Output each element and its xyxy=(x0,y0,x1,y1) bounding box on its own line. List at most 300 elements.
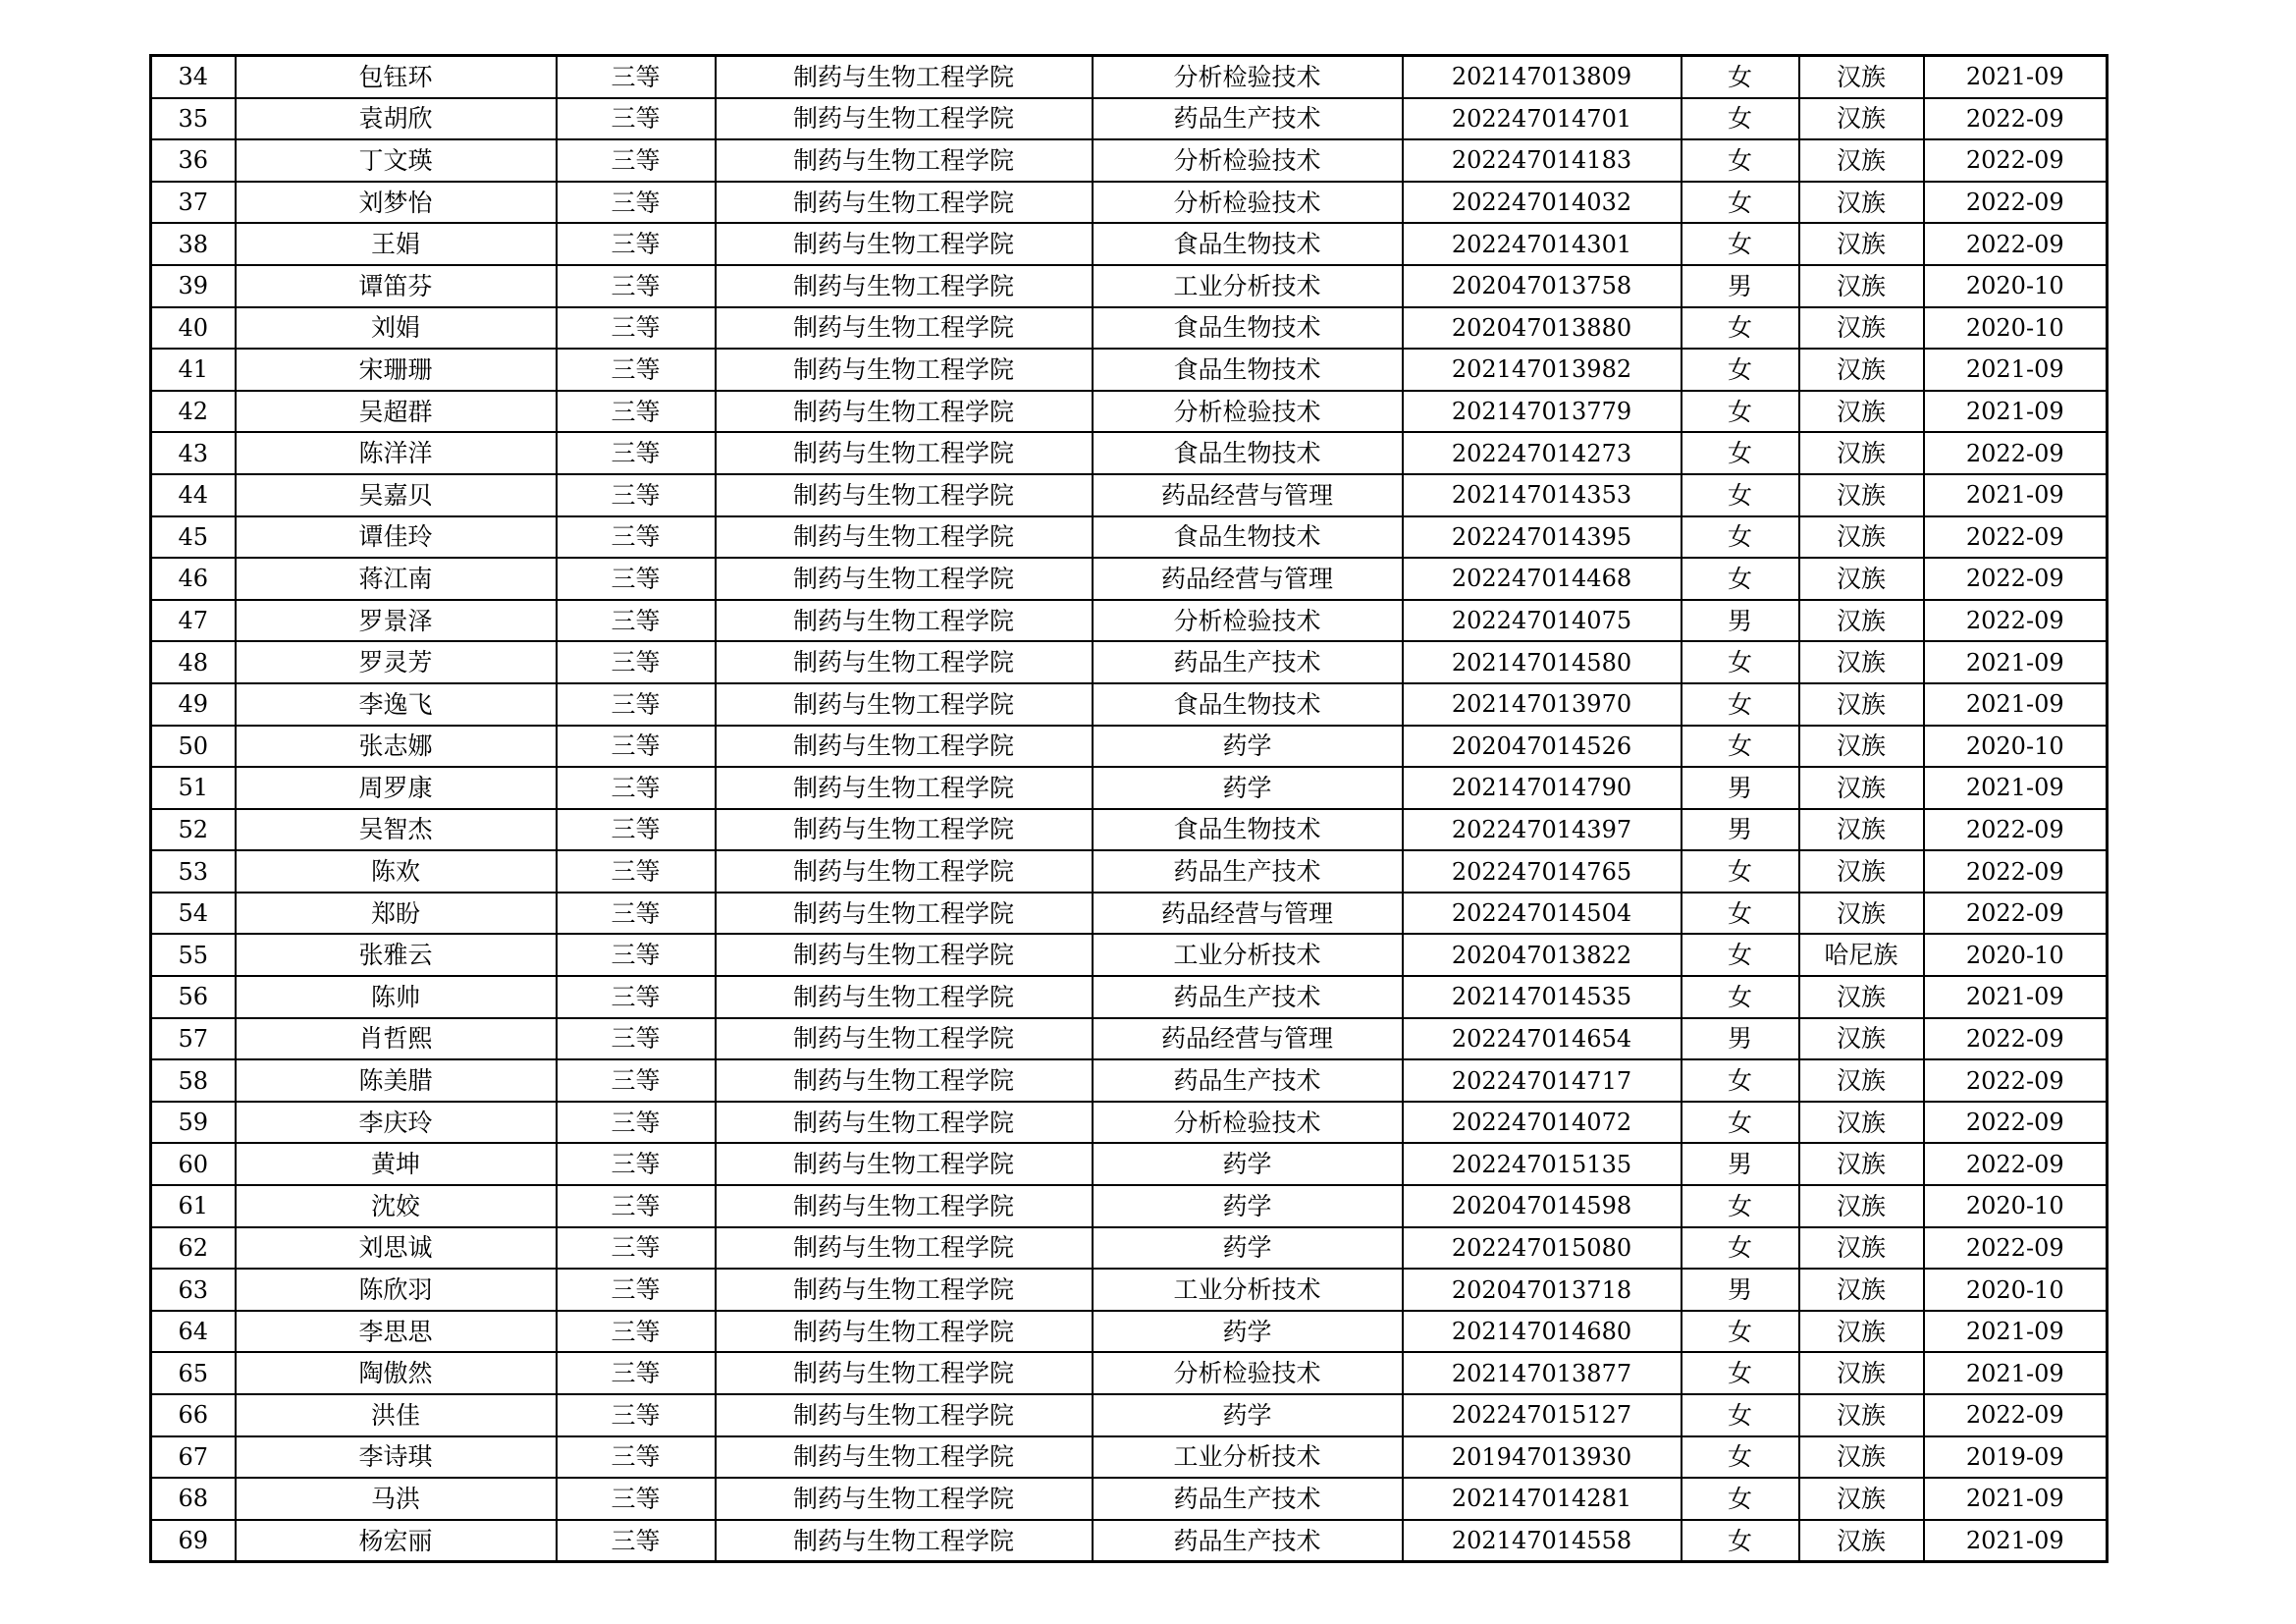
table-row xyxy=(151,1394,2108,1436)
cell-ethnicity: 汉族 xyxy=(1799,1059,1924,1102)
cell-gender: 男 xyxy=(1682,1143,1799,1185)
cell-enrollment-date: 2022-09 xyxy=(1924,223,2108,265)
cell-award-level: 三等 xyxy=(557,934,716,976)
cell-college: 制药与生物工程学院 xyxy=(716,1394,1093,1436)
cell-gender: 女 xyxy=(1682,1311,1799,1353)
table-row xyxy=(151,1311,2108,1353)
cell-enrollment-date: 2022-09 xyxy=(1924,1018,2108,1060)
cell-name: 陈欢 xyxy=(236,850,557,893)
cell-number: 63 xyxy=(151,1269,236,1311)
cell-name: 张志娜 xyxy=(236,726,557,768)
cell-college: 制药与生物工程学院 xyxy=(716,307,1093,350)
cell-number: 40 xyxy=(151,307,236,350)
table-row xyxy=(151,850,2108,893)
cell-enrollment-date: 2022-09 xyxy=(1924,1227,2108,1270)
cell-student-id: 202047013758 xyxy=(1403,265,1682,307)
cell-enrollment-date: 2021-09 xyxy=(1924,1478,2108,1520)
cell-college: 制药与生物工程学院 xyxy=(716,850,1093,893)
cell-college: 制药与生物工程学院 xyxy=(716,1185,1093,1227)
cell-ethnicity: 汉族 xyxy=(1799,265,1924,307)
cell-major: 分析检验技术 xyxy=(1093,600,1403,642)
table-row xyxy=(151,1018,2108,1060)
cell-college: 制药与生物工程学院 xyxy=(716,767,1093,809)
cell-major: 分析检验技术 xyxy=(1093,1352,1403,1394)
cell-name: 陈美腊 xyxy=(236,1059,557,1102)
cell-student-id: 202147014535 xyxy=(1403,976,1682,1018)
cell-student-id: 202247015127 xyxy=(1403,1394,1682,1436)
cell-number: 60 xyxy=(151,1143,236,1185)
cell-name: 丁文瑛 xyxy=(236,139,557,182)
cell-student-id: 202247014395 xyxy=(1403,516,1682,559)
cell-gender: 男 xyxy=(1682,809,1799,851)
cell-major: 分析检验技术 xyxy=(1093,139,1403,182)
cell-name: 张雅云 xyxy=(236,934,557,976)
cell-major: 工业分析技术 xyxy=(1093,1269,1403,1311)
cell-gender: 女 xyxy=(1682,893,1799,935)
cell-gender: 女 xyxy=(1682,432,1799,474)
cell-ethnicity: 汉族 xyxy=(1799,1352,1924,1394)
cell-major: 工业分析技术 xyxy=(1093,265,1403,307)
cell-major: 食品生物技术 xyxy=(1093,307,1403,350)
cell-number: 36 xyxy=(151,139,236,182)
cell-number: 39 xyxy=(151,265,236,307)
cell-award-level: 三等 xyxy=(557,726,716,768)
cell-major: 药品经营与管理 xyxy=(1093,1018,1403,1060)
cell-major: 药学 xyxy=(1093,1227,1403,1270)
cell-gender: 女 xyxy=(1682,683,1799,726)
cell-major: 药学 xyxy=(1093,767,1403,809)
cell-award-level: 三等 xyxy=(557,56,716,98)
cell-number: 38 xyxy=(151,223,236,265)
cell-student-id: 202147014580 xyxy=(1403,641,1682,683)
cell-award-level: 三等 xyxy=(557,349,716,391)
cell-enrollment-date: 2021-09 xyxy=(1924,641,2108,683)
cell-ethnicity: 汉族 xyxy=(1799,767,1924,809)
cell-college: 制药与生物工程学院 xyxy=(716,98,1093,140)
table-row xyxy=(151,1059,2108,1102)
cell-enrollment-date: 2022-09 xyxy=(1924,139,2108,182)
cell-gender: 男 xyxy=(1682,1269,1799,1311)
cell-student-id: 202147014558 xyxy=(1403,1520,1682,1562)
cell-college: 制药与生物工程学院 xyxy=(716,893,1093,935)
cell-ethnicity: 汉族 xyxy=(1799,976,1924,1018)
table-row xyxy=(151,474,2108,516)
cell-ethnicity: 汉族 xyxy=(1799,1269,1924,1311)
cell-major: 药品经营与管理 xyxy=(1093,558,1403,600)
cell-college: 制药与生物工程学院 xyxy=(716,600,1093,642)
cell-ethnicity: 汉族 xyxy=(1799,809,1924,851)
cell-student-id: 202047014598 xyxy=(1403,1185,1682,1227)
cell-enrollment-date: 2021-09 xyxy=(1924,1352,2108,1394)
cell-college: 制药与生物工程学院 xyxy=(716,182,1093,224)
cell-enrollment-date: 2020-10 xyxy=(1924,934,2108,976)
table-row xyxy=(151,391,2108,433)
cell-number: 52 xyxy=(151,809,236,851)
cell-award-level: 三等 xyxy=(557,558,716,600)
cell-award-level: 三等 xyxy=(557,1059,716,1102)
table-row xyxy=(151,1436,2108,1479)
cell-college: 制药与生物工程学院 xyxy=(716,1018,1093,1060)
cell-ethnicity: 汉族 xyxy=(1799,474,1924,516)
cell-major: 药品生产技术 xyxy=(1093,1059,1403,1102)
cell-student-id: 202047013822 xyxy=(1403,934,1682,976)
cell-enrollment-date: 2022-09 xyxy=(1924,809,2108,851)
cell-enrollment-date: 2022-09 xyxy=(1924,98,2108,140)
cell-award-level: 三等 xyxy=(557,683,716,726)
cell-award-level: 三等 xyxy=(557,516,716,559)
cell-number: 56 xyxy=(151,976,236,1018)
cell-major: 药学 xyxy=(1093,726,1403,768)
cell-number: 34 xyxy=(151,56,236,98)
cell-enrollment-date: 2021-09 xyxy=(1924,767,2108,809)
cell-college: 制药与生物工程学院 xyxy=(716,976,1093,1018)
cell-gender: 女 xyxy=(1682,558,1799,600)
cell-gender: 女 xyxy=(1682,223,1799,265)
cell-enrollment-date: 2021-09 xyxy=(1924,349,2108,391)
cell-gender: 女 xyxy=(1682,1394,1799,1436)
cell-award-level: 三等 xyxy=(557,809,716,851)
cell-ethnicity: 汉族 xyxy=(1799,139,1924,182)
table-row xyxy=(151,223,2108,265)
cell-college: 制药与生物工程学院 xyxy=(716,1352,1093,1394)
cell-student-id: 202147013779 xyxy=(1403,391,1682,433)
cell-college: 制药与生物工程学院 xyxy=(716,223,1093,265)
cell-award-level: 三等 xyxy=(557,1185,716,1227)
cell-gender: 女 xyxy=(1682,139,1799,182)
cell-ethnicity: 汉族 xyxy=(1799,432,1924,474)
cell-gender: 男 xyxy=(1682,265,1799,307)
cell-student-id: 202247014654 xyxy=(1403,1018,1682,1060)
cell-ethnicity: 汉族 xyxy=(1799,1478,1924,1520)
cell-student-id: 202047014526 xyxy=(1403,726,1682,768)
cell-award-level: 三等 xyxy=(557,139,716,182)
cell-ethnicity: 汉族 xyxy=(1799,391,1924,433)
table-row xyxy=(151,893,2108,935)
cell-name: 包钰环 xyxy=(236,56,557,98)
cell-college: 制药与生物工程学院 xyxy=(716,1059,1093,1102)
cell-gender: 男 xyxy=(1682,1018,1799,1060)
cell-student-id: 202247015080 xyxy=(1403,1227,1682,1270)
cell-student-id: 202247014504 xyxy=(1403,893,1682,935)
cell-student-id: 202147014353 xyxy=(1403,474,1682,516)
cell-name: 吴超群 xyxy=(236,391,557,433)
cell-enrollment-date: 2022-09 xyxy=(1924,1394,2108,1436)
cell-name: 黄坤 xyxy=(236,1143,557,1185)
cell-ethnicity: 汉族 xyxy=(1799,683,1924,726)
cell-student-id: 202147013877 xyxy=(1403,1352,1682,1394)
cell-name: 谭笛芬 xyxy=(236,265,557,307)
cell-student-id: 202147013809 xyxy=(1403,56,1682,98)
cell-college: 制药与生物工程学院 xyxy=(716,726,1093,768)
cell-major: 食品生物技术 xyxy=(1093,349,1403,391)
cell-award-level: 三等 xyxy=(557,1227,716,1270)
cell-major: 药品生产技术 xyxy=(1093,641,1403,683)
cell-ethnicity: 汉族 xyxy=(1799,182,1924,224)
cell-award-level: 三等 xyxy=(557,850,716,893)
table-row xyxy=(151,349,2108,391)
cell-gender: 女 xyxy=(1682,1227,1799,1270)
cell-enrollment-date: 2022-09 xyxy=(1924,1102,2108,1144)
cell-student-id: 202247014072 xyxy=(1403,1102,1682,1144)
cell-name: 杨宏丽 xyxy=(236,1520,557,1562)
cell-ethnicity: 汉族 xyxy=(1799,893,1924,935)
cell-gender: 女 xyxy=(1682,349,1799,391)
cell-major: 药学 xyxy=(1093,1185,1403,1227)
cell-number: 67 xyxy=(151,1436,236,1479)
cell-award-level: 三等 xyxy=(557,1436,716,1479)
cell-award-level: 三等 xyxy=(557,223,716,265)
cell-college: 制药与生物工程学院 xyxy=(716,139,1093,182)
table-row xyxy=(151,139,2108,182)
cell-award-level: 三等 xyxy=(557,432,716,474)
table-row xyxy=(151,976,2108,1018)
cell-gender: 女 xyxy=(1682,1185,1799,1227)
cell-enrollment-date: 2022-09 xyxy=(1924,182,2108,224)
scholarship-list-table xyxy=(149,54,2109,1563)
cell-name: 李诗琪 xyxy=(236,1436,557,1479)
cell-student-id: 202247014765 xyxy=(1403,850,1682,893)
cell-college: 制药与生物工程学院 xyxy=(716,1436,1093,1479)
cell-ethnicity: 汉族 xyxy=(1799,726,1924,768)
cell-gender: 女 xyxy=(1682,726,1799,768)
cell-ethnicity: 汉族 xyxy=(1799,600,1924,642)
cell-award-level: 三等 xyxy=(557,98,716,140)
cell-major: 工业分析技术 xyxy=(1093,1436,1403,1479)
cell-ethnicity: 汉族 xyxy=(1799,1227,1924,1270)
cell-college: 制药与生物工程学院 xyxy=(716,265,1093,307)
cell-number: 55 xyxy=(151,934,236,976)
cell-college: 制药与生物工程学院 xyxy=(716,558,1093,600)
cell-enrollment-date: 2022-09 xyxy=(1924,558,2108,600)
cell-major: 药学 xyxy=(1093,1311,1403,1353)
cell-number: 48 xyxy=(151,641,236,683)
cell-number: 37 xyxy=(151,182,236,224)
cell-award-level: 三等 xyxy=(557,1520,716,1562)
cell-name: 袁胡欣 xyxy=(236,98,557,140)
cell-number: 49 xyxy=(151,683,236,726)
cell-award-level: 三等 xyxy=(557,307,716,350)
cell-name: 洪佳 xyxy=(236,1394,557,1436)
cell-major: 食品生物技术 xyxy=(1093,809,1403,851)
cell-gender: 女 xyxy=(1682,182,1799,224)
cell-award-level: 三等 xyxy=(557,265,716,307)
cell-gender: 男 xyxy=(1682,600,1799,642)
cell-number: 66 xyxy=(151,1394,236,1436)
cell-number: 65 xyxy=(151,1352,236,1394)
cell-enrollment-date: 2020-10 xyxy=(1924,726,2108,768)
cell-student-id: 202247014183 xyxy=(1403,139,1682,182)
cell-major: 工业分析技术 xyxy=(1093,934,1403,976)
cell-major: 药品经营与管理 xyxy=(1093,474,1403,516)
cell-ethnicity: 汉族 xyxy=(1799,1394,1924,1436)
cell-college: 制药与生物工程学院 xyxy=(716,683,1093,726)
cell-college: 制药与生物工程学院 xyxy=(716,349,1093,391)
cell-ethnicity: 汉族 xyxy=(1799,558,1924,600)
cell-college: 制药与生物工程学院 xyxy=(716,1102,1093,1144)
cell-name: 谭佳玲 xyxy=(236,516,557,559)
cell-enrollment-date: 2020-10 xyxy=(1924,265,2108,307)
cell-college: 制药与生物工程学院 xyxy=(716,1143,1093,1185)
cell-major: 药品生产技术 xyxy=(1093,1478,1403,1520)
cell-major: 食品生物技术 xyxy=(1093,432,1403,474)
cell-number: 62 xyxy=(151,1227,236,1270)
cell-number: 68 xyxy=(151,1478,236,1520)
table-row xyxy=(151,1478,2108,1520)
cell-name: 陈欣羽 xyxy=(236,1269,557,1311)
cell-award-level: 三等 xyxy=(557,1102,716,1144)
cell-gender: 女 xyxy=(1682,1352,1799,1394)
cell-number: 53 xyxy=(151,850,236,893)
table-row xyxy=(151,726,2108,768)
table-row xyxy=(151,1520,2108,1562)
cell-ethnicity: 哈尼族 xyxy=(1799,934,1924,976)
cell-major: 分析检验技术 xyxy=(1093,182,1403,224)
cell-major: 药品生产技术 xyxy=(1093,98,1403,140)
cell-award-level: 三等 xyxy=(557,1311,716,1353)
cell-major: 药品生产技术 xyxy=(1093,850,1403,893)
cell-enrollment-date: 2021-09 xyxy=(1924,391,2108,433)
cell-enrollment-date: 2021-09 xyxy=(1924,683,2108,726)
cell-major: 分析检验技术 xyxy=(1093,1102,1403,1144)
cell-college: 制药与生物工程学院 xyxy=(716,432,1093,474)
table-row xyxy=(151,641,2108,683)
cell-enrollment-date: 2021-09 xyxy=(1924,976,2108,1018)
cell-enrollment-date: 2022-09 xyxy=(1924,516,2108,559)
cell-number: 54 xyxy=(151,893,236,935)
cell-award-level: 三等 xyxy=(557,976,716,1018)
cell-gender: 女 xyxy=(1682,56,1799,98)
cell-major: 分析检验技术 xyxy=(1093,56,1403,98)
cell-number: 64 xyxy=(151,1311,236,1353)
cell-college: 制药与生物工程学院 xyxy=(716,1311,1093,1353)
cell-college: 制药与生物工程学院 xyxy=(716,1520,1093,1562)
cell-student-id: 202247014468 xyxy=(1403,558,1682,600)
cell-college: 制药与生物工程学院 xyxy=(716,934,1093,976)
cell-name: 李逸飞 xyxy=(236,683,557,726)
table-row xyxy=(151,432,2108,474)
cell-major: 药品经营与管理 xyxy=(1093,893,1403,935)
cell-major: 药品生产技术 xyxy=(1093,976,1403,1018)
cell-name: 周罗康 xyxy=(236,767,557,809)
cell-student-id: 202247014032 xyxy=(1403,182,1682,224)
cell-major: 药品生产技术 xyxy=(1093,1520,1403,1562)
cell-ethnicity: 汉族 xyxy=(1799,1185,1924,1227)
cell-number: 61 xyxy=(151,1185,236,1227)
cell-name: 陶傲然 xyxy=(236,1352,557,1394)
cell-ethnicity: 汉族 xyxy=(1799,307,1924,350)
cell-student-id: 202247014717 xyxy=(1403,1059,1682,1102)
cell-number: 69 xyxy=(151,1520,236,1562)
cell-name: 吴嘉贝 xyxy=(236,474,557,516)
cell-ethnicity: 汉族 xyxy=(1799,641,1924,683)
cell-number: 41 xyxy=(151,349,236,391)
cell-enrollment-date: 2022-09 xyxy=(1924,600,2108,642)
cell-number: 46 xyxy=(151,558,236,600)
table-row xyxy=(151,1143,2108,1185)
cell-college: 制药与生物工程学院 xyxy=(716,56,1093,98)
cell-enrollment-date: 2020-10 xyxy=(1924,307,2108,350)
cell-student-id: 202047013880 xyxy=(1403,307,1682,350)
cell-number: 50 xyxy=(151,726,236,768)
cell-ethnicity: 汉族 xyxy=(1799,1018,1924,1060)
cell-student-id: 202247014075 xyxy=(1403,600,1682,642)
cell-name: 刘梦怡 xyxy=(236,182,557,224)
cell-award-level: 三等 xyxy=(557,1352,716,1394)
cell-major: 药学 xyxy=(1093,1143,1403,1185)
cell-enrollment-date: 2021-09 xyxy=(1924,1520,2108,1562)
cell-college: 制药与生物工程学院 xyxy=(716,1227,1093,1270)
cell-award-level: 三等 xyxy=(557,1143,716,1185)
table-row xyxy=(151,1102,2108,1144)
table-body xyxy=(151,56,2108,1562)
cell-ethnicity: 汉族 xyxy=(1799,56,1924,98)
cell-award-level: 三等 xyxy=(557,182,716,224)
cell-ethnicity: 汉族 xyxy=(1799,1102,1924,1144)
cell-gender: 女 xyxy=(1682,98,1799,140)
table-row xyxy=(151,265,2108,307)
cell-award-level: 三等 xyxy=(557,600,716,642)
table-row xyxy=(151,683,2108,726)
cell-ethnicity: 汉族 xyxy=(1799,98,1924,140)
cell-name: 王娟 xyxy=(236,223,557,265)
cell-student-id: 202047013718 xyxy=(1403,1269,1682,1311)
cell-name: 罗灵芳 xyxy=(236,641,557,683)
cell-number: 43 xyxy=(151,432,236,474)
cell-student-id: 202247014301 xyxy=(1403,223,1682,265)
cell-enrollment-date: 2021-09 xyxy=(1924,1311,2108,1353)
cell-number: 35 xyxy=(151,98,236,140)
cell-gender: 女 xyxy=(1682,1059,1799,1102)
cell-student-id: 201947013930 xyxy=(1403,1436,1682,1479)
cell-name: 吴智杰 xyxy=(236,809,557,851)
cell-gender: 女 xyxy=(1682,307,1799,350)
cell-gender: 女 xyxy=(1682,641,1799,683)
table-row xyxy=(151,307,2108,350)
table-row xyxy=(151,600,2108,642)
cell-name: 沈姣 xyxy=(236,1185,557,1227)
cell-gender: 女 xyxy=(1682,1102,1799,1144)
table-row xyxy=(151,98,2108,140)
cell-name: 刘娟 xyxy=(236,307,557,350)
table-row xyxy=(151,1227,2108,1270)
cell-student-id: 202147014680 xyxy=(1403,1311,1682,1353)
cell-enrollment-date: 2019-09 xyxy=(1924,1436,2108,1479)
cell-name: 李思思 xyxy=(236,1311,557,1353)
cell-name: 罗景泽 xyxy=(236,600,557,642)
cell-gender: 女 xyxy=(1682,474,1799,516)
cell-award-level: 三等 xyxy=(557,893,716,935)
cell-ethnicity: 汉族 xyxy=(1799,850,1924,893)
cell-award-level: 三等 xyxy=(557,1394,716,1436)
cell-major: 分析检验技术 xyxy=(1093,391,1403,433)
cell-enrollment-date: 2020-10 xyxy=(1924,1269,2108,1311)
table-row xyxy=(151,516,2108,559)
cell-name: 马洪 xyxy=(236,1478,557,1520)
cell-student-id: 202147013970 xyxy=(1403,683,1682,726)
cell-college: 制药与生物工程学院 xyxy=(716,809,1093,851)
cell-number: 51 xyxy=(151,767,236,809)
cell-student-id: 202147014790 xyxy=(1403,767,1682,809)
cell-gender: 女 xyxy=(1682,976,1799,1018)
cell-enrollment-date: 2020-10 xyxy=(1924,1185,2108,1227)
cell-enrollment-date: 2021-09 xyxy=(1924,474,2108,516)
cell-enrollment-date: 2022-09 xyxy=(1924,432,2108,474)
cell-ethnicity: 汉族 xyxy=(1799,349,1924,391)
cell-number: 58 xyxy=(151,1059,236,1102)
cell-student-id: 202147013982 xyxy=(1403,349,1682,391)
cell-college: 制药与生物工程学院 xyxy=(716,1269,1093,1311)
cell-major: 食品生物技术 xyxy=(1093,516,1403,559)
